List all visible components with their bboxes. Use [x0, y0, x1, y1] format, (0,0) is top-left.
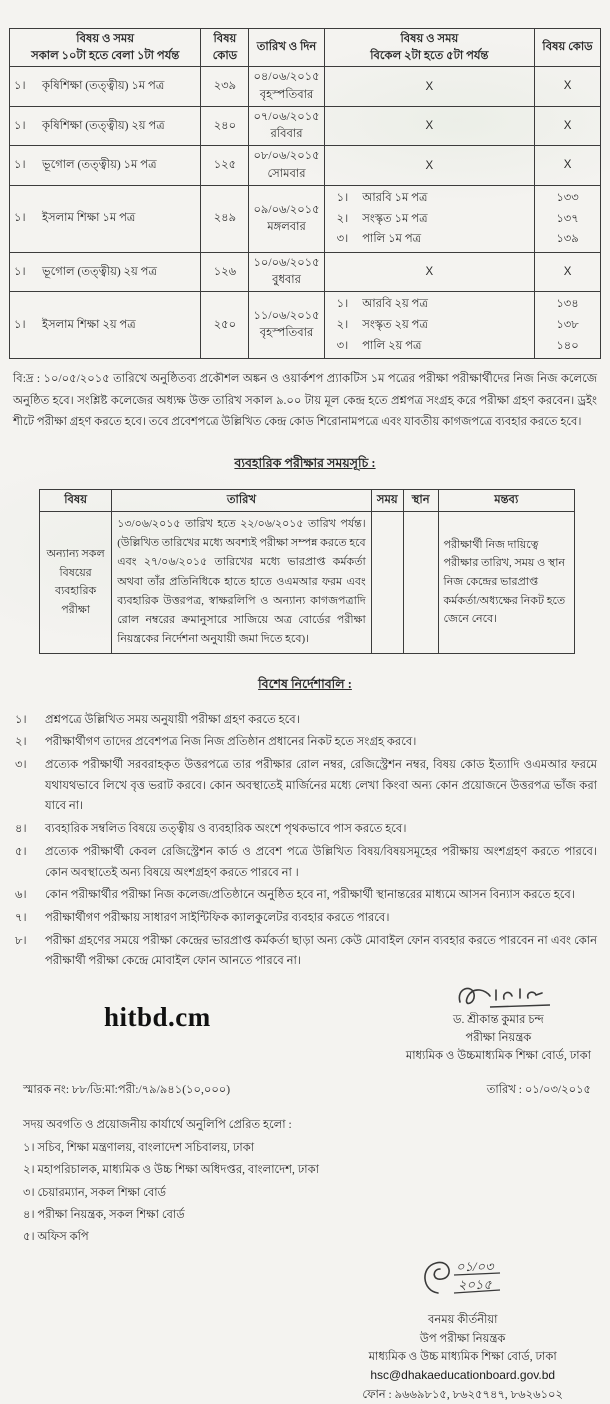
board-phone: ফোন : ৯৬৬৯৮১৫, ৮৬২৫৭৪৭, ৮৬২৬১০২	[362, 1388, 563, 1401]
list-item: ২। মহাপরিচালক, মাধ্যমিক ও উচ্চ শিক্ষা অধিদপ্তর, বাংলাদেশ, ঢাকা	[23, 1164, 319, 1177]
row-serial: ১।	[14, 265, 26, 278]
instruction-item	[15, 732, 597, 753]
pm-subject-name: পালি ১ম পত্র	[362, 233, 422, 246]
exam-day: সোমবার	[267, 167, 306, 180]
pm-serial: ১।	[336, 191, 349, 204]
exam-date: ১১/০৬/২০১৫	[253, 310, 320, 323]
signature-icon	[438, 980, 558, 1014]
list-item: ৫। অফিস কপি	[23, 1231, 89, 1244]
table-row	[10, 252, 601, 292]
watermark-text: hitbd.cm	[104, 1001, 211, 1032]
instruction-number: ৫।	[15, 845, 27, 858]
practical-schedule-table	[39, 489, 575, 653]
instruction-text: ব্যবহারিক সম্বলিত বিষয়ে তত্ত্বীয় ও ব্যবহারিক অংশে পৃথকভাবে পাস করতে হবে।	[45, 823, 407, 836]
pm-serial: ৩।	[336, 233, 349, 246]
practical-header-place: স্থান	[403, 490, 438, 512]
practical-time-empty	[371, 511, 403, 653]
pm-serial: ১।	[336, 298, 349, 311]
instruction-item	[15, 755, 597, 817]
instruction-number: ২।	[15, 736, 27, 749]
instruction-text: পরীক্ষার্থীগণ পরীক্ষায় সাধারণ সাইন্টিফিক ক্যালকুলেটর ব্যবহার করতে পারবে।	[45, 911, 390, 924]
table-row	[10, 292, 601, 359]
list-item: ৩। চেয়ারম্যান, সকল শিক্ষা বোর্ড	[23, 1186, 167, 1199]
nb-note: বি:দ্র : ১০/০৫/২০১৫ তারিখে অনুষ্ঠিতব্য প্রকৌশল অঙ্কন ও ওয়ার্কশপ প্র্যাকটিস ১ম পত্রের পরীক্ষা পরীক্ষার্থীদের নিজ নিজ কলেজে অনুষ্ঠিত হবে। সংশ্লিষ্ট কলেজের অধ্যক্ষ উক্ত তারিখ সকাল ৯.০০ টায় মূল কেন্দ্র হতে প্রশ্নপত্র সংগ্রহ করে পরীক্ষা গ্রহণ করবেন। ড্রইং শীটে পরীক্ষা গ্রহণ করতে হবে। তবে প্রবেশপত্রে উল্লিখিত কেন্দ্র কোড শিরোনামপত্রে এবং যাবতীয় কাগজপত্রে ব্যবহার করতে হবে।	[13, 373, 597, 428]
afternoon-subject-empty: X	[324, 252, 534, 292]
subject-name: কৃষিশিক্ষা (তত্ত্বীয়) ১ম পত্র	[42, 80, 165, 93]
practical-header-row	[40, 490, 575, 512]
practical-header-remarks: মন্তব্য	[438, 490, 574, 512]
afternoon-code-empty: X	[535, 67, 601, 107]
instruction-item	[15, 885, 597, 906]
instruction-number: ৮।	[15, 934, 27, 947]
afternoon-code-empty: X	[535, 252, 601, 292]
instruction-text: পরীক্ষার্থীগণ তাদের প্রবেশপত্র নিজ নিজ প্রতিষ্ঠান প্রধানের নিকট হতে সংগ্রহ করবে।	[45, 736, 417, 749]
scribbled-date-bottom: ২০১৫	[457, 1276, 492, 1292]
pm-subject-name: পালি ২য় পত্র	[362, 339, 422, 352]
deputy-controller-name: বনময় কীর্তনীয়া	[427, 1314, 498, 1327]
subject-name: ভূগোল (তত্ত্বীয়) ২য় পত্র	[42, 265, 157, 278]
exam-day: বৃহস্পতিবার	[259, 327, 314, 340]
header-morning-window-label: সকাল ১০টা হতে বেলা ১টা পর্যন্ত	[31, 49, 180, 62]
subject-code: ২৪০	[201, 106, 249, 146]
instruction-number: ৪।	[15, 823, 27, 836]
subject-code: ১২৫	[201, 146, 249, 186]
list-item: ৪। পরীক্ষা নিয়ন্ত্রক, সকল শিক্ষা বোর্ড	[23, 1209, 185, 1222]
controller-org: মাধ্যমিক ও উচ্চমাধ্যমিক শিক্ষা বোর্ড, ঢাকা	[405, 1049, 591, 1062]
exam-day: বৃহস্পতিবার	[259, 88, 314, 101]
header-subject-time-label-2: বিষয় ও সময়	[400, 33, 459, 45]
controller-name: ড. শ্রীকান্ত কুমার চন্দ	[453, 1013, 544, 1026]
instruction-number: ৬।	[15, 889, 27, 902]
instruction-text: প্রত্যেক পরীক্ষার্থী সরবরাহকৃত উত্তরপত্রে তার পরীক্ষার রোল নম্বর, রেজিস্ট্রেশন নম্বর, বিষয় কোড ইত্যাদি ওএমআর ফরমে যথাযথভাবে লিখে বৃত্ত ভরাট করবে। কোন অবস্থাতেই মার্জিনের মধ্যে লেখা কিংবা অন্য কোন প্রয়োজনে উত্তরপত্র ভাঁজ করা যাবে না।	[45, 759, 597, 813]
afternoon-code-empty: X	[535, 146, 601, 186]
row-serial: ১।	[14, 80, 26, 93]
instruction-text: প্রত্যেক পরীক্ষার্থী কেবল রেজিস্ট্রেশন কার্ড ও প্রবেশ পত্রে উল্লিখিত বিষয়/বিষয়সমূহের পরীক্ষায় অংশগ্রহণ করতে পারবে। কোন অবস্থাতেই অন্য বিষয়ে অংশগ্রহণ করতে পারবে না ।	[45, 845, 597, 879]
instruction-number: ৭।	[15, 911, 27, 924]
exam-day: মঙ্গলবার	[267, 220, 306, 233]
afternoon-subject-empty: X	[324, 67, 534, 107]
subject-name: ইসলাম শিক্ষা ১ম পত্র	[42, 212, 136, 225]
exam-date: ১০/০৬/২০১৫	[253, 256, 320, 269]
subject-name: ইসলাম শিক্ষা ২য় পত্র	[42, 318, 136, 331]
practical-place-empty	[403, 511, 438, 653]
header-afternoon-window-label: বিকেল ২টা হতে ৫টা পর্যন্ত	[370, 49, 489, 62]
practical-date-range: ১৩/০৬/২০১৫ তারিখ হতে ২২/০৬/২০১৫ তারিখ পর্যন্ত। (উল্লিখিত তারিখের মধ্যে অবশ্যই পরীক্ষা সম্পন্ন করতে হবে এবং ২৭/০৬/২০১৫ তারিখের মধ্যে ভারপ্রাপ্ত কর্মকর্তা অথবা তাঁর প্রতিনিধিকে হাতে হাতে ওএমআর ফরম এবং ব্যবহারিক উত্তরপত্র, স্বাক্ষরলিপি ও অন্যান্য কাগজপত্রাদি রোল নম্বরের ক্রমানুসারে সাজিয়ে অত্র বোর্ডের পরীক্ষা নিয়ন্ত্রকের নির্দেশনা অনুযায়ী জমা দিতে হবে)।	[112, 511, 371, 653]
pm-subject-code: ১৩৭	[556, 212, 579, 225]
practical-header-subject: বিষয়	[40, 490, 112, 512]
row-serial: ১।	[14, 159, 26, 172]
pm-subject-code: ১৩৯	[556, 233, 579, 246]
pm-subject-name: আরবি ২য় পত্র	[362, 298, 428, 311]
instruction-item	[15, 842, 597, 883]
instruction-item	[15, 908, 597, 929]
pm-subject-name: সংস্কৃত ২য় পত্র	[362, 319, 428, 332]
subject-code: ১২৬	[201, 252, 249, 292]
subject-name: ভূগোল (তত্ত্বীয়) ১ম পত্র	[42, 159, 157, 172]
exam-date: ০৯/০৬/২০১৫	[253, 203, 320, 216]
exam-date: ০৮/০৬/২০১৫	[253, 150, 320, 163]
instruction-number: ১।	[15, 713, 27, 726]
pm-subject-code: ১৩৩	[556, 191, 579, 204]
table-row	[10, 146, 601, 186]
header-subject-code: বিষয় কোড	[201, 29, 249, 67]
pm-subject-name: আরবি ১ম পত্র	[362, 191, 428, 204]
instruction-number: ৩।	[15, 759, 27, 772]
deputy-controller-signature-block	[362, 1253, 563, 1404]
distribution-list	[23, 1114, 601, 1249]
afternoon-subject-empty: X	[324, 146, 534, 186]
instruction-item	[15, 931, 597, 972]
table-header-row	[10, 29, 601, 67]
deputy-controller-org: মাধ্যমিক ও উচ্চ মাধ্যমিক শিক্ষা বোর্ড, ঢাকা	[368, 1351, 557, 1364]
instruction-item	[15, 710, 597, 731]
controller-signature-block	[406, 980, 591, 1065]
signature-icon	[408, 1253, 518, 1305]
row-serial: ১।	[14, 318, 26, 331]
table-row	[10, 106, 601, 146]
subject-name: কৃষিশিক্ষা (তত্ত্বীয়) ২য় পত্র	[42, 119, 165, 132]
practical-row	[40, 511, 575, 653]
afternoon-subject-empty: X	[324, 106, 534, 146]
subject-code: ২৩৯	[201, 67, 249, 107]
special-instructions-title: বিশেষ নির্দেশাবলি :	[258, 676, 352, 691]
controller-title: পরীক্ষা নিয়ন্ত্রক	[465, 1031, 532, 1044]
pm-serial: ৩।	[336, 339, 349, 352]
row-serial: ১।	[14, 212, 26, 225]
header-afternoon-subject	[324, 29, 534, 67]
instruction-text: কোন পরীক্ষার্থীর পরীক্ষা নিজ কলেজ/প্রতিষ্ঠানে অনুষ্ঠিত হবে না, পরীক্ষার্থী স্থানান্তরের মাধ্যমে আসন বিন্যাস করতে হবে।	[45, 889, 575, 902]
practical-schedule-title: ব্যবহারিক পরীক্ষার সময়সূচি :	[234, 456, 376, 471]
subject-code: ২৪৯	[201, 185, 249, 252]
exam-date: ০৭/০৬/২০১৫	[253, 110, 320, 123]
practical-header-time: সময়	[371, 490, 403, 512]
scribbled-date-top: ০১/০৩	[455, 1258, 494, 1274]
deputy-controller-title: উপ পরীক্ষা নিয়ন্ত্রক	[419, 1332, 506, 1345]
pm-subject-code: ১৪০	[556, 339, 579, 352]
practical-remarks: পরীক্ষার্থী নিজ দায়িত্বে পরীক্ষার তারিখ, সময় ও স্থান নিজ কেন্দ্রের ভারপ্রাপ্ত কর্মকর্তা/অধ্যক্ষের নিকট হতে জেনে নেবে।	[438, 511, 574, 653]
memo-date: তারিখ : ০১/০৩/২০১৫	[486, 1084, 591, 1097]
header-date-day: তারিখ ও দিন	[249, 29, 324, 67]
exam-day: বুধবার	[272, 274, 301, 287]
instruction-list	[15, 710, 597, 972]
table-row	[10, 185, 601, 252]
pm-subject-code: ১৩৮	[556, 319, 579, 332]
pm-subject-name: সংস্কৃত ১ম পত্র	[362, 212, 428, 225]
header-morning-subject	[10, 29, 201, 67]
subject-code: ২৫০	[201, 292, 249, 359]
practical-header-date: তারিখ	[112, 490, 371, 512]
distribution-title: সদয় অবগতি ও প্রয়োজনীয় কার্যার্থে অনুলিপি প্রেরিত হলো :	[23, 1119, 292, 1132]
table-row	[10, 67, 601, 107]
memo-number: স্মারক নং: ৮৮/ডি:মা:পরী:/৭৯/৯৪১(১০,০০০)	[23, 1084, 231, 1097]
instruction-item	[15, 819, 597, 840]
list-item: ১। সচিব, শিক্ষা মন্ত্রণালয়, বাংলাদেশ সচিবালয়, ঢাকা	[23, 1141, 255, 1154]
afternoon-code-empty: X	[535, 106, 601, 146]
pm-serial: ২।	[336, 212, 349, 225]
exam-day: রবিবার	[270, 128, 303, 141]
row-serial: ১।	[14, 119, 26, 132]
instruction-text: পরীক্ষা গ্রহণের সময়ে পরীক্ষা কেন্দ্রের ভারপ্রাপ্ত কর্মকর্তা ছাড়া অন্য কেউ মোবাইল ফোন ব্যবহার করতে পারবেন না এবং কোন পরীক্ষার্থী পরীক্ষা কেন্দ্রে মোবাইল ফোন আনতে পারবে না।	[45, 934, 597, 968]
instruction-text: প্রশ্নপত্রে উল্লিখিত সময় অনুযায়ী পরীক্ষা গ্রহণ করতে হবে।	[45, 713, 300, 726]
board-email: hsc@dhakaeducationboard.gov.bd	[370, 1368, 556, 1383]
practical-subject: অন্যান্য সকল বিষয়ের ব্যবহারিক পরীক্ষা	[40, 511, 112, 653]
exam-routine-table	[9, 28, 601, 359]
header-subject-time-label: বিষয় ও সময়	[76, 33, 135, 45]
pm-serial: ২।	[336, 319, 349, 332]
header-subject-code-2: বিষয় কোড	[535, 29, 601, 67]
pm-subject-code: ১৩৪	[556, 298, 579, 311]
exam-date: ০৪/০৬/২০১৫	[253, 71, 320, 84]
